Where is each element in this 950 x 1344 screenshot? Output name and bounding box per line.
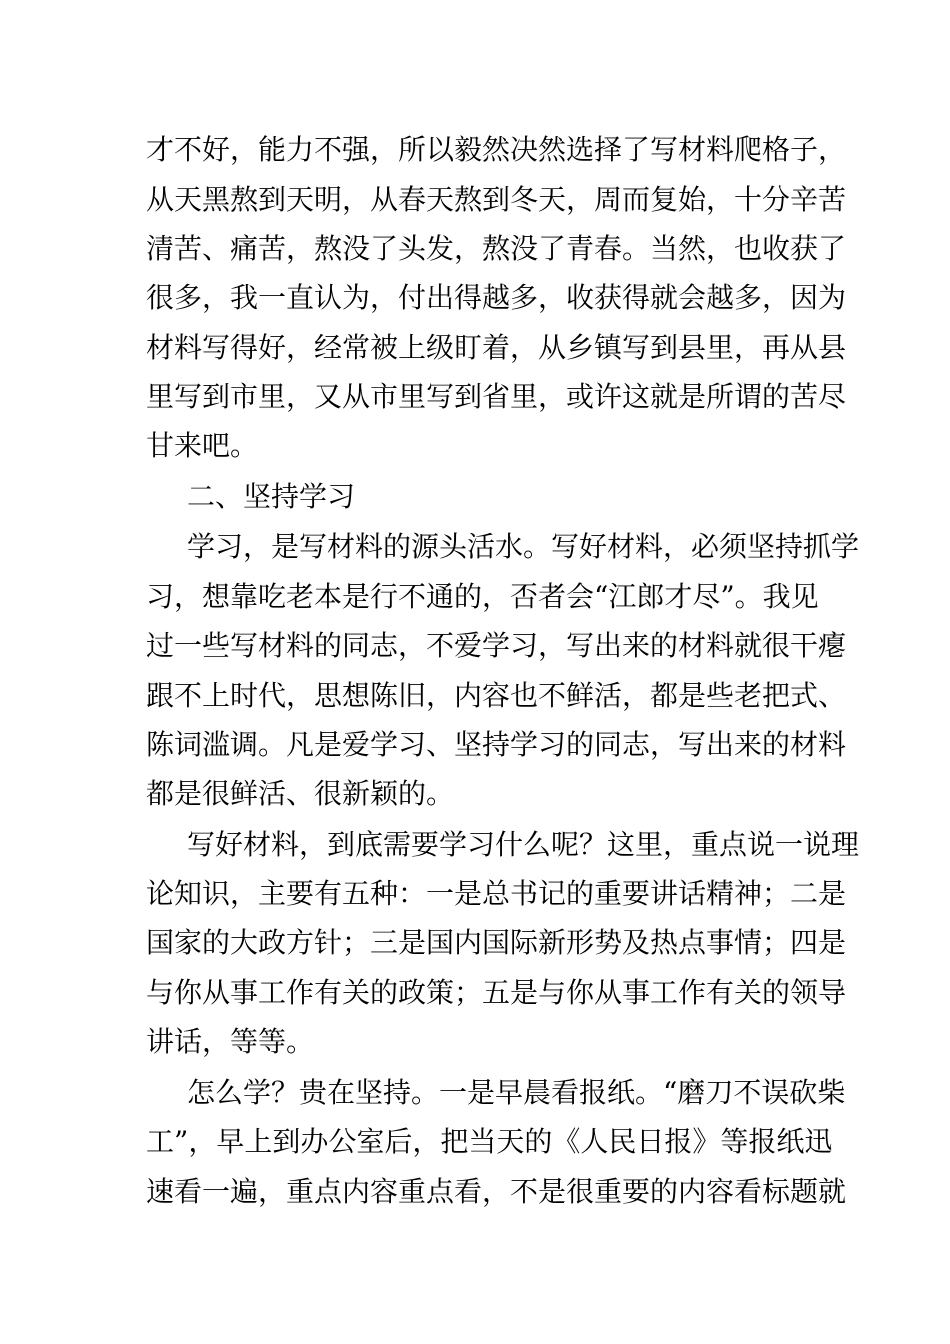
text-line: 都是很鲜活、很新颖的。: [146, 777, 455, 810]
text-line: 很多，我一直认为，付出得越多，收获得就会越多，因为: [146, 281, 847, 314]
text-line: 过一些写材料的同志，不爱学习，写出来的材料就很干瘪: [146, 629, 847, 662]
text-line: 才不好，能力不强，所以毅然决然选择了写材料爬格子，: [146, 133, 847, 166]
text-line: 讲话，等等。: [146, 1025, 315, 1058]
text-line: 工”，早上到办公室后，把当天的《人民日报》等报纸迅: [146, 1125, 833, 1158]
text-line: 甘来吧。: [146, 429, 259, 462]
text-line: 速看一遍，重点内容重点看，不是很重要的内容看标题就: [146, 1175, 847, 1208]
text-line: 写好材料，到底需要学习什么呢？这里，重点说一说理: [187, 828, 860, 861]
text-line: 学习，是写材料的源头活水。写好材料，必须坚持抓学: [187, 530, 860, 563]
text-line: 习，想靠吃老本是行不通的，否者会“江郎才尽”。我见: [146, 580, 819, 613]
text-line: 怎么学？贵在坚持。一是早晨看报纸。“磨刀不误砍柴: [187, 1076, 846, 1109]
text-line: 从天黑熬到天明，从春天熬到冬天，周而复始，十分辛苦: [146, 183, 847, 216]
text-line: 陈词滥调。凡是爱学习、坚持学习的同志，写出来的材料: [146, 728, 847, 761]
text-line: 材料写得好，经常被上级盯着，从乡镇写到县里，再从县: [146, 331, 847, 364]
text-line: 与你从事工作有关的政策；五是与你从事工作有关的领导: [146, 976, 847, 1009]
heading-text: 二、坚持学习: [187, 480, 356, 513]
text-line: 跟不上时代，思想陈旧，内容也不鲜活，都是些老把式、: [146, 679, 847, 712]
text-line: 清苦、痛苦，熬没了头发，熬没了青春。当然，也收获了: [146, 232, 847, 265]
text-line: 论知识，主要有五种：一是总书记的重要讲话精神；二是: [146, 877, 847, 910]
text-line: 里写到市里，又从市里写到省里，或许这就是所谓的苦尽: [146, 380, 847, 413]
text-line: 国家的大政方针；三是国内国际新形势及热点事情；四是: [146, 926, 847, 959]
